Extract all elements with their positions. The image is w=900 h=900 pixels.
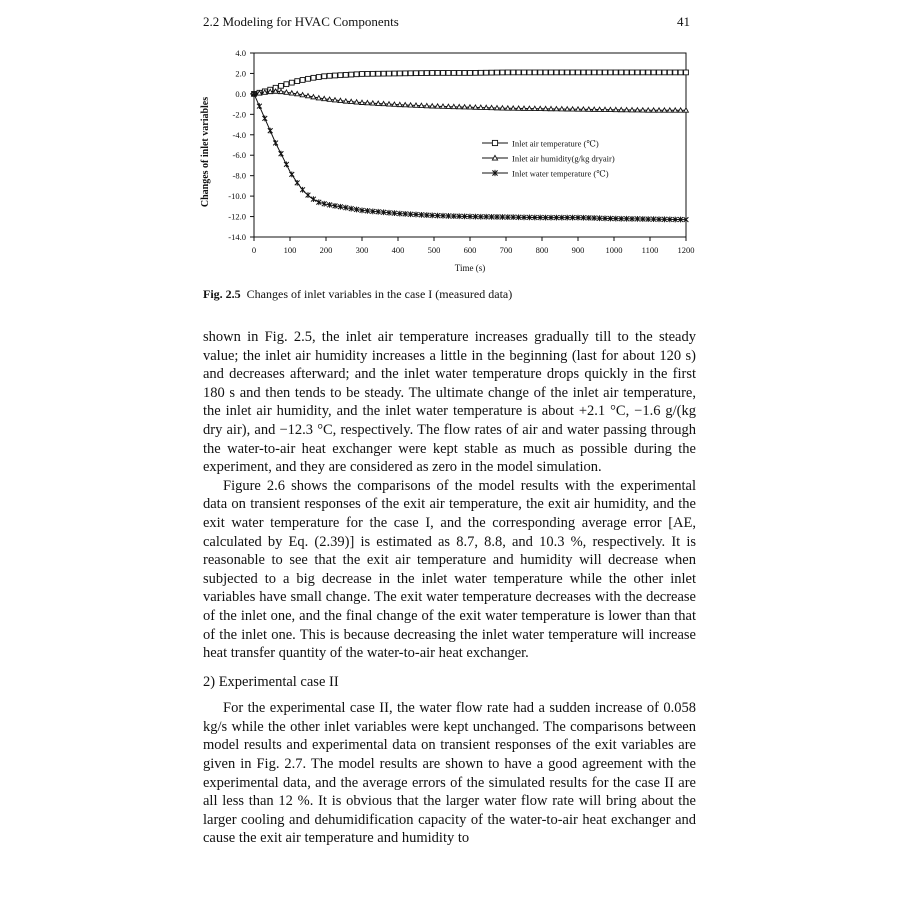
data-point [640, 108, 645, 112]
data-point [338, 98, 343, 102]
data-point [365, 100, 370, 104]
data-point [441, 104, 446, 108]
data-point [549, 106, 554, 110]
data-point [505, 106, 510, 110]
x-tick-label: 1200 [677, 245, 695, 255]
data-point [543, 106, 548, 110]
data-point [630, 108, 635, 112]
data-point [646, 108, 651, 112]
data-point [484, 70, 489, 75]
data-point [619, 107, 624, 111]
data-point [360, 100, 365, 104]
data-point [397, 102, 402, 106]
data-point [495, 70, 500, 75]
data-point [306, 192, 311, 198]
paragraph-2: Figure 2.6 shows the comparisons of the model results with the experimental data on transient responses of the exit air temperature, the exit air humidity, and the exit water temperature for the case I, and the corresponding average error [AE, calculated by Eq. (2.39)] is estimated as 8.7, 8.8, and 10.3 %, respectively. It is reasonable to see that the exit air temperature and humidity will decrease when subjected to a big decrease in the inlet water temperature while the other inlet variables have small change. The exit water temperature decreases with the decrease of the inlet one, and the final change of the exit water temperature is lower than that of the inlet one. This is because decreasing the inlet water temperature will increase heat transfer quantity of the water-to-air heat exchanger. [203, 477, 696, 662]
data-point [667, 70, 672, 75]
data-point [414, 103, 419, 107]
series-layer [252, 70, 689, 222]
data-point [392, 71, 397, 76]
data-point [349, 72, 354, 77]
data-point [657, 70, 662, 75]
data-point [511, 106, 516, 110]
chart-legend [482, 139, 615, 179]
series-square [252, 70, 689, 96]
data-point [403, 103, 408, 107]
data-point [651, 108, 656, 112]
data-point [370, 101, 375, 105]
data-point [360, 72, 365, 77]
data-point [489, 105, 494, 109]
body-text [203, 328, 696, 848]
x-tick-label: 900 [571, 245, 585, 255]
x-axis-title: Time (s) [454, 263, 486, 273]
data-point [586, 70, 591, 75]
data-point [522, 70, 527, 75]
data-point [603, 70, 608, 75]
data-point [500, 106, 505, 110]
figure-caption-text: Changes of inlet variables in the case I (measured data) [246, 287, 513, 301]
data-point [678, 108, 683, 112]
data-point [457, 104, 462, 108]
y-tick-label: -4.0 [232, 129, 246, 140]
data-point [322, 96, 327, 100]
data-point [549, 70, 554, 75]
legend-marker-square [492, 140, 497, 145]
data-point [640, 70, 645, 75]
data-point [311, 196, 316, 202]
data-point [630, 70, 635, 75]
data-point [333, 73, 338, 78]
x-tick-label: 300 [355, 245, 369, 255]
data-point [322, 74, 327, 79]
data-point [387, 71, 392, 76]
data-point [651, 70, 656, 75]
data-point [559, 107, 564, 111]
data-point [462, 105, 467, 109]
data-point [316, 96, 321, 100]
data-point [435, 71, 440, 76]
y-axis-title-text: Changes of inlet variables [200, 96, 211, 208]
data-point [646, 70, 651, 75]
x-axis-ticks [252, 237, 695, 255]
x-tick-label: 100 [283, 245, 297, 255]
data-point [430, 71, 435, 76]
data-point [365, 71, 370, 76]
data-point [354, 72, 359, 77]
data-point [424, 71, 429, 76]
data-point [684, 108, 689, 112]
data-point [608, 107, 613, 111]
data-point [343, 99, 348, 103]
data-point [414, 71, 419, 76]
data-point [684, 70, 689, 75]
x-tick-label: 400 [391, 245, 405, 255]
data-point [392, 102, 397, 106]
data-point [516, 106, 521, 110]
data-point [279, 83, 284, 88]
data-point [446, 104, 451, 108]
data-point [473, 105, 478, 109]
data-point [543, 70, 548, 75]
data-point [505, 70, 510, 75]
data-point [338, 73, 343, 78]
data-point [289, 91, 294, 95]
x-tick-label: 700 [499, 245, 513, 255]
data-point [289, 80, 294, 85]
data-point [586, 107, 591, 111]
data-point [300, 93, 305, 97]
data-point [532, 70, 537, 75]
data-point [300, 187, 305, 193]
data-point [511, 70, 516, 75]
data-point [327, 73, 332, 78]
data-point [430, 104, 435, 108]
data-point [662, 70, 667, 75]
data-point [457, 71, 462, 76]
data-point [279, 89, 284, 93]
data-point [408, 71, 413, 76]
data-point [635, 108, 640, 112]
data-point [370, 71, 375, 76]
y-axis-ticks [228, 48, 254, 242]
data-point [435, 104, 440, 108]
y-tick-label: 4.0 [235, 48, 246, 58]
data-point [522, 106, 527, 110]
data-point [624, 108, 629, 112]
data-point [279, 151, 284, 157]
y-tick-label: -12.0 [228, 211, 246, 222]
data-point [484, 105, 489, 109]
paragraph-1: shown in Fig. 2.5, the inlet air temperature increases gradually till to the steady value; the inlet air humidity increases a little in the beginning (last for about 120 s) and decreases afterward; and the inlet water temperature drops quickly in the first 180 s and then tends to be steady. The ultimate change of the inlet air temperature, the inlet air humidity, and the inlet water temperature is about +2.1 °C, −1.6 g/(kg dry air), and −12.3 °C, respectively. The flow rates of air and water passing through the water-to-air heat exchanger were kept stable as much as possible during the experiment, and they are considered as zero in the model simulation. [203, 329, 696, 476]
data-point [613, 107, 618, 111]
plot-area [254, 53, 686, 237]
x-tick-label: 500 [427, 245, 441, 255]
data-point [554, 70, 559, 75]
data-point [300, 78, 305, 83]
running-head [203, 14, 696, 34]
y-tick-label: -14.0 [228, 232, 246, 242]
data-point [403, 71, 408, 76]
data-point [376, 101, 381, 105]
legend-label: Inlet water temperature (℃) [512, 168, 609, 179]
data-point [635, 70, 640, 75]
series-triangle [252, 89, 689, 112]
data-point [576, 107, 581, 111]
data-point [419, 103, 424, 107]
figure-caption-label: Fig. 2.5 [203, 287, 241, 301]
data-point [262, 116, 267, 122]
data-point [257, 103, 262, 109]
data-point [495, 106, 500, 110]
figure-caption [203, 287, 703, 302]
data-point [451, 104, 456, 108]
data-point [527, 70, 532, 75]
data-point [554, 107, 559, 111]
data-point [462, 71, 467, 76]
y-tick-label: -2.0 [232, 109, 246, 120]
x-tick-label: 1000 [605, 245, 623, 255]
data-point [489, 70, 494, 75]
data-point [570, 70, 575, 75]
data-point [673, 70, 678, 75]
data-point [397, 71, 402, 76]
data-point [478, 105, 483, 109]
data-point [268, 128, 273, 134]
data-point [667, 108, 672, 112]
data-point [295, 91, 300, 95]
page-number: 41 [677, 14, 690, 29]
data-point [678, 70, 683, 75]
data-point [570, 107, 575, 111]
data-point [381, 101, 386, 105]
data-point [333, 98, 338, 102]
data-point [327, 97, 332, 101]
data-point [468, 105, 473, 109]
data-point [592, 107, 597, 111]
legend-label: Inlet air temperature (℃) [512, 138, 599, 149]
data-point [306, 94, 311, 98]
data-point [532, 106, 537, 110]
y-axis-title [200, 97, 211, 207]
paragraph-3: For the experimental case II, the water flow rate had a sudden increase of 0.058 kg/s while the other inlet variables were kept unchanged. The comparisons between model results and experimental data on transient responses of the exit variables are given in Fig. 2.7. The model results are shown to have a good agreement with the experimental data, and the average errors of the simulated results for the case II are all less than 12 %. It is obvious that the larger water flow rate will bring about the larger cooling and dehumidification capacity of the water-to-air heat exchanger and cause the exit air temperature and humidity to [203, 700, 696, 847]
data-point [273, 140, 278, 146]
data-point [597, 107, 602, 111]
data-point [538, 70, 543, 75]
data-point [311, 95, 316, 99]
data-point [527, 106, 532, 110]
section-title: 2.2 Modeling for HVAC Components [203, 14, 399, 29]
x-tick-label: 200 [319, 245, 333, 255]
data-point [295, 79, 300, 84]
data-point [306, 76, 311, 81]
data-point [592, 70, 597, 75]
line-chart [196, 40, 700, 275]
data-point [284, 90, 289, 94]
data-point [419, 71, 424, 76]
y-tick-label: 2.0 [235, 68, 246, 79]
y-tick-label: -10.0 [228, 191, 246, 202]
data-point [441, 71, 446, 76]
data-point [559, 70, 564, 75]
data-point [343, 72, 348, 77]
data-point [387, 102, 392, 106]
data-point [284, 162, 289, 168]
data-point [538, 106, 543, 110]
legend-label: Inlet air humidity(g/kg dryair) [512, 153, 615, 164]
data-point [657, 108, 662, 112]
data-point [408, 103, 413, 107]
data-point [581, 70, 586, 75]
data-point [381, 71, 386, 76]
x-tick-label: 600 [463, 245, 477, 255]
data-point [500, 70, 505, 75]
data-point [316, 75, 321, 80]
data-point [451, 71, 456, 76]
data-point [603, 107, 608, 111]
data-point [619, 70, 624, 75]
data-point [662, 108, 667, 112]
data-point [446, 71, 451, 76]
data-point [284, 82, 289, 87]
data-point [565, 70, 570, 75]
y-tick-label: -6.0 [232, 150, 246, 161]
y-tick-label: 0.0 [235, 88, 246, 99]
data-point [673, 108, 678, 112]
x-tick-label: 1100 [641, 245, 659, 255]
data-point [516, 70, 521, 75]
data-point [424, 103, 429, 107]
data-point [349, 99, 354, 103]
data-point [354, 100, 359, 104]
data-point [376, 71, 381, 76]
x-tick-label: 800 [535, 245, 549, 255]
data-point [311, 75, 316, 80]
data-point [608, 70, 613, 75]
data-point [289, 172, 294, 178]
data-point [473, 70, 478, 75]
y-tick-label: -8.0 [232, 170, 246, 181]
data-point [295, 180, 300, 186]
data-point [624, 70, 629, 75]
data-point [565, 107, 570, 111]
data-point [597, 70, 602, 75]
data-point [478, 70, 483, 75]
data-point [613, 70, 618, 75]
subsection-heading: 2) Experimental case II [203, 673, 339, 690]
data-point [581, 107, 586, 111]
data-point [468, 71, 473, 76]
data-point [576, 70, 581, 75]
x-tick-label: 0 [251, 245, 257, 255]
